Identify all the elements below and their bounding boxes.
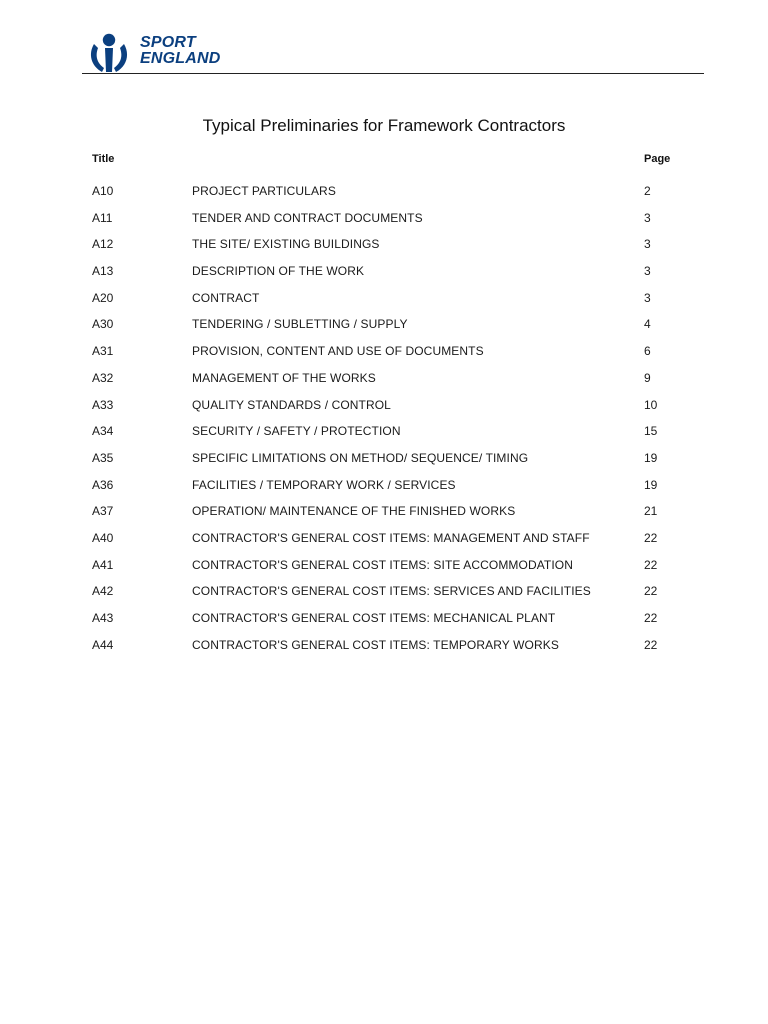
toc-page: 9 bbox=[644, 370, 651, 385]
toc-row bbox=[0, 580, 768, 607]
toc-page: 15 bbox=[644, 424, 658, 439]
toc-page: 21 bbox=[644, 504, 658, 519]
toc-heading: CONTRACTOR'S GENERAL COST ITEMS: SITE ACCOMMODATION bbox=[192, 557, 573, 572]
toc-row bbox=[0, 207, 768, 234]
toc-heading: TENDERING / SUBLETTING / SUPPLY bbox=[192, 317, 408, 332]
toc-row bbox=[0, 474, 768, 501]
toc-code: A10 bbox=[92, 184, 114, 198]
toc-code: A35 bbox=[92, 450, 114, 465]
toc-row bbox=[0, 607, 768, 634]
toc-heading: QUALITY STANDARDS / CONTROL bbox=[192, 397, 391, 412]
toc-page: 10 bbox=[644, 397, 658, 412]
toc-page: 22 bbox=[644, 557, 658, 572]
toc-heading: CONTRACTOR'S GENERAL COST ITEMS: TEMPORARY WORKS bbox=[192, 637, 559, 652]
toc-page: 22 bbox=[644, 611, 658, 625]
toc-code: A31 bbox=[92, 344, 114, 359]
toc-row bbox=[0, 180, 768, 207]
toc-code: A42 bbox=[92, 584, 114, 599]
toc-row bbox=[0, 233, 768, 260]
toc-page: 22 bbox=[644, 584, 658, 599]
column-header-title: Title bbox=[92, 153, 115, 165]
toc-page: 19 bbox=[644, 477, 658, 492]
toc-page: 3 bbox=[644, 210, 651, 225]
toc-heading: DESCRIPTION OF THE WORK bbox=[192, 264, 365, 279]
toc-heading: OPERATION/ MAINTENANCE OF THE FINISHED WORKS bbox=[192, 504, 516, 519]
toc-heading: SECURITY / SAFETY / PROTECTION bbox=[192, 424, 401, 439]
document-header bbox=[88, 32, 704, 74]
toc-heading: TENDER AND CONTRACT DOCUMENTS bbox=[192, 210, 423, 225]
toc-page: 3 bbox=[644, 290, 651, 305]
toc-heading: CONTRACTOR'S GENERAL COST ITEMS: SERVICES AND FACILITIES bbox=[192, 584, 591, 599]
toc-page: 22 bbox=[644, 637, 658, 652]
toc-heading: SPECIFIC LIMITATIONS ON METHOD/ SEQUENCE/ TIMING bbox=[192, 450, 529, 465]
toc-code: A33 bbox=[92, 397, 114, 412]
toc-row bbox=[0, 287, 768, 314]
toc-code: A30 bbox=[92, 317, 114, 332]
toc-page: 3 bbox=[644, 264, 651, 279]
toc-row bbox=[0, 394, 768, 421]
toc-code: A41 bbox=[92, 557, 114, 572]
toc-code: A44 bbox=[92, 637, 114, 652]
header-divider bbox=[82, 73, 704, 74]
toc-code: A36 bbox=[92, 477, 114, 492]
sport-england-logo-icon bbox=[88, 32, 134, 74]
toc-row bbox=[0, 260, 768, 287]
brand-wordmark bbox=[140, 35, 221, 67]
toc-code: A37 bbox=[92, 504, 114, 519]
toc-heading: CONTRACTOR'S GENERAL COST ITEMS: MECHANICAL PLANT bbox=[192, 611, 556, 625]
toc-row bbox=[0, 367, 768, 394]
toc-page: 3 bbox=[644, 237, 651, 252]
toc-heading: THE SITE/ EXISTING BUILDINGS bbox=[192, 237, 380, 252]
document-title: Typical Preliminaries for Framework Contractors bbox=[202, 116, 566, 135]
toc-page: 22 bbox=[644, 530, 658, 545]
toc-code: A43 bbox=[92, 611, 114, 625]
toc-page: 6 bbox=[644, 344, 651, 359]
column-header-page: Page bbox=[644, 153, 671, 165]
toc-row bbox=[0, 313, 768, 340]
toc-row bbox=[0, 634, 768, 661]
toc-heading: CONTRACTOR'S GENERAL COST ITEMS: MANAGEMENT AND STAFF bbox=[192, 530, 590, 545]
toc-row bbox=[0, 527, 768, 554]
toc-heading: FACILITIES / TEMPORARY WORK / SERVICES bbox=[192, 477, 456, 492]
toc-row bbox=[0, 420, 768, 447]
toc-page: 2 bbox=[644, 184, 651, 198]
toc-heading: MANAGEMENT OF THE WORKS bbox=[192, 370, 376, 385]
toc-page: 4 bbox=[644, 317, 651, 332]
toc-row bbox=[0, 554, 768, 581]
toc-row bbox=[0, 500, 768, 527]
toc-page: 19 bbox=[644, 450, 658, 465]
toc-heading: PROJECT PARTICULARS bbox=[192, 184, 336, 198]
toc-heading: CONTRACT bbox=[192, 290, 260, 305]
toc-row bbox=[0, 340, 768, 367]
brand-line-1: SPORT bbox=[140, 34, 196, 51]
toc-code: A40 bbox=[92, 530, 114, 545]
toc-code: A12 bbox=[92, 237, 114, 252]
toc-code: A13 bbox=[92, 264, 114, 279]
brand-line-2: ENGLAND bbox=[140, 50, 221, 67]
toc-row bbox=[0, 447, 768, 474]
toc-heading: PROVISION, CONTENT AND USE OF DOCUMENTS bbox=[192, 344, 484, 359]
toc-code: A34 bbox=[92, 424, 114, 439]
toc-code: A11 bbox=[92, 210, 113, 225]
table-of-contents bbox=[0, 180, 768, 660]
toc-code: A20 bbox=[92, 290, 114, 305]
toc-code: A32 bbox=[92, 370, 114, 385]
